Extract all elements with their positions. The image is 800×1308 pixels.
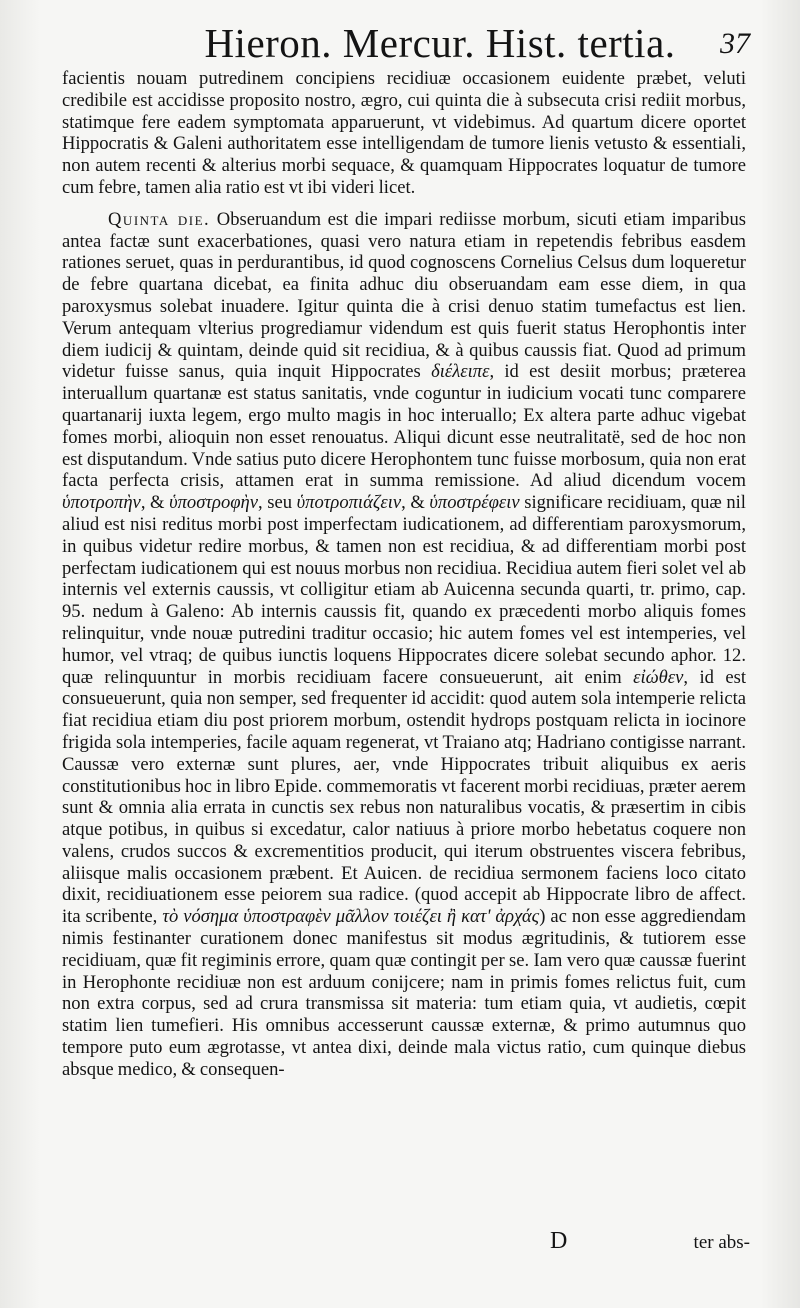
paragraph-2-text: ) ac non esse aggrediendam nimis festinanter curationem donec manifestus sit modus ægritudinis, & tutiorem esse recidiuam, quæ fit regiminis errore, quam quæ contingit per se. Iam vero quæ caussæ fuerint in Herophonte recidiuæ non est arduum conijcere; nam in primis fomes relictus fuit, cum non extra corpus, sed ad crura transmissa sit materia: tum etiam quia, vt audietis, cœpit statim lien tumefieri. His omnibus accesserunt caussæ externæ, & primo autumnus quo tempore puto eum ægrotasse, vt antea dixi, deinde mala victus ratio, cum quinque diebus absque medico, & consequen- — [62, 906, 746, 1080]
running-title: Hieron. Mercur. Hist. tertia. — [204, 20, 676, 66]
paragraph-2-text: , id est consueuerunt, quia non semper, sed frequenter id accidit: quod autem sola intemperie relicta fiat recidiua etiam diu post priorem morbum, ostendit hydrops postquam relicta in iocinore frigida sola intemperies, facile aquam regenerat, vt Traiano atq; Hadriano contigisse narrant. Caussæ vero externæ sunt plures, aer, vnde Hippocrates tribuit aliquibus ex aeris constitutionibus hoc in libro Epide. commemoratis vt facerent morbi recidiuas, præter aerem sunt & omnia alia errata in cunctis sex rebus non naturalibus vocatis, & præsertim in cibis atque potibus, in quibus si excedatur, calor natiuus à priore morbo hebetatus coquere non valens, crudos succos & excrementitios producit, qui iterum obstruentes viscera febribus, aliisque malis occasionem præbent. Et Auicen. de recidiua sermonem faciens loco citato dixit, recidiuationem esse peiorem sua radice. (quod accepit ab Hippocrate libro de affect. ita scribente, — [62, 666, 746, 928]
greek-term: ὑποτροπιάζειν — [296, 492, 402, 514]
text-body — [62, 68, 746, 1081]
paragraph-1: facientis nouam putredinem concipiens recidiuæ occasionem euidente præbet, veluti credibile est accidisse proposito nostro, ægro, cui quinta die à subsecuta crisi rediit morbus, statimque fere eadem symptomata apparuerunt, vt videbimus. Ad quartum dicere oportet Hippocratis & Galeni authoritatem esse intelligendam de tumore lienis vetusto & essentiali, non autem recenti & alterius morbi sequace, & quamquam Hippocrates loquatur de tumore cum febre, tamen alia ratio est vt ibi videri licet. — [62, 68, 746, 198]
greek-term: ὑποτροπὴν — [62, 492, 141, 514]
paragraph-2-text: Obseruandum est die impari rediisse morbum, sicuti etiam imparibus antea factæ sunt exacerbationes, quasi vero natura etiam in repetendis febribus easdem rationes seruet, quas in perdurantibus, id quod cognoscens Cornelius Celsus dum loqueretur de febre quartana dicebat, ea finita adhuc diu obseruandam eam esse diem, in qua paroxysmus solebat inuadere. Igitur quinta die à crisi denuo statim tumefactus est lien. Verum antequam vlterius progrediamur videndum est quis fuerit status Herophontis inter diem iudicij & quintam, deinde quid sit recidiua, & à quibus caussis fiat. Quod ad primum videtur fuisse sanus, quia inquit Hippocrates — [62, 208, 746, 383]
signature-mark: D — [550, 1228, 568, 1254]
paragraph-2: Quinta die. Obseruandum est die impari rediisse morbum, sicuti etiam imparibus antea factæ sunt exacerbationes, quasi vero natura etiam in repetendis febribus easdem rationes seruet, quas in perdurantibus, id quod cognoscens Cornelius Celsus dum loqueretur de febre quartana dicebat, ea finita adhuc diu obseruandam eam esse diem, in qua paroxysmus solebat inuadere. Igitur quinta die à crisi denuo statim tumefactus est lien. Verum antequam vlterius progrediamur videndum est quis fuerit status Herophontis inter diem iudicij & quintam, deinde quid sit recidiua, & à quibus caussis fiat. Quod ad primum videtur fuisse sanus, quia inquit Hippocrates διέλειπε, id est desiit morbus; præterea interuallum quartanæ est status sanitatis, vnde coguntur in iudicium vocati tunc comparere quartanarij iuxta legem, ergo multo magis in hoc interuallo; Ex altera parte adhuc vigebat fomes morbi, alioquin non esset renouatus. Aliqui dicunt esse neutralitatë, sed de hoc non est disputandum. Vnde satius puto dicere Herophontem tunc fuisse morbosum, quia non erat facta perfecta crisis, attamen erat in summa remissione. Ad aliud dicendum vocem ὑποτροπὴν, & ὑποστροφὴν, seu ὑποτροπιάζειν, & ὑποστρέφειν significare recidiuam, quæ nil aliud est nisi reditus morbi post imperfectam iudicationem, ad differentiam paroxysmorum, in quibus videtur redire morbus, & tamen non est recidiua, & ad differentiam morbi post perfectam iudicationem qui est nouus morbus non recidiua. Recidiua autem fieri solet vel ab internis vel externis caussis, vt colligitur etiam ab Auicenna secunda quarti, tr. primo, cap. 95. nedum à Galeno: Ab internis caussis fit, quando ex præcedenti morbo aliquis fomes relinquitur, vnde nouæ putredini traditur occasio; hic autem fomes vel est intemperies, vel humor, vel vtraq; de quibus iunctis loquens Hippocrates dicere solebat secundo aphor. 12. quæ relinquuntur in morbis recidiuam facere consueuerunt, ait enim εἰώθεν, id est consueuerunt, quia non semper, sed frequenter id accidit: quod autem sola intemperie relicta fiat recidiua etiam diu post priorem morbum, ostendit hydrops postquam relicta in iocinore frigida sola intemperies, facile aquam regenerat, vt Traiano atq; Hadriano contigisse narrant. Caussæ vero externæ sunt plures, aer, vnde Hippocrates tribuit aliquibus ex aeris constitutionibus hoc in libro Epide. commemoratis vt facerent morbi recidiuas, præter aerem sunt & omnia alia errata in cunctis sex rebus non naturalibus vocatis, & præsertim in cibis atque potibus, in quibus si excedatur, calor natiuus à priore morbo hebetatus coquere non valens, crudos succos & excrementitios producit, qui iterum obstruentes viscera febribus, aliisque malis occasionem præbent. Et Auicen. de recidiua sermonem faciens loco citato dixit, recidiuationem esse peiorem sua radice. (quod accepit ab Hippocrate libro de affect. ita scribente, τὸ νόσημα ὑποστραφὲν μᾶλλον τοιέζει ἢ κατ' ἀρχάς) ac non esse aggrediendam nimis festinanter curationem donec manifestus sit modus ægritudinis, & tutiorem esse recidiuam, quæ fit regiminis errore, quam quæ contingit per se. Iam vero quæ caussæ fuerint in Herophonte recidiuæ non est arduum conijcere; nam in primis fomes relictus fuit, cum non extra corpus, sed ad crura transmissa sit materia: tum etiam quia, vt audietis, cœpit statim lien tumefieri. His omnibus accesserunt caussæ externæ, & primo autumnus quo tempore puto eum ægrotasse, vt antea dixi, deinde mala victus ratio, cum quinque diebus absque medico, & consequen- — [62, 208, 746, 1080]
greek-term: ὑποστροφὴν — [169, 492, 259, 514]
greek-term: ὑποστρέφειν — [429, 492, 520, 514]
page-footer — [60, 1228, 750, 1268]
paragraph-2-text: , id est desiit morbus; præterea interuallum quartanæ est status sanitatis, vnde coguntur in iudicium vocati tunc comparere quartanarij iuxta legem, ergo multo magis in hoc interuallo; Ex altera parte adhuc vigebat fomes morbi, alioquin non esset renouatus. Aliqui dicunt esse neutralitatë, sed de hoc non est disputandum. Vnde satius puto dicere Herophontem tunc fuisse morbosum, quia non erat facta perfecta crisis, attamen erat in summa remissione. Ad aliud dicendum vocem — [62, 361, 746, 492]
paragraph-2-text: significare recidiuam, quæ nil aliud est nisi reditus morbi post imperfectam iudicationem, ad differentiam paroxysmorum, in quibus videtur redire morbus, & tamen non est recidiua, & ad differentiam morbi post perfectam iudicationem qui est nouus morbus non recidiua. Recidiua autem fieri solet vel ab internis vel externis caussis, vt colligitur etiam ab Auicenna secunda quarti, tr. primo, cap. 95. nedum à Galeno: Ab internis caussis fit, quando ex præcedenti morbo aliquis fomes relinquitur, vnde nouæ putredini traditur occasio; hic autem fomes vel est intemperies, vel humor, vel vtraq; de quibus iunctis loquens Hippocrates dicere solebat secundo aphor. 12. quæ relinquuntur in morbis recidiuam facere consueuerunt, ait enim — [62, 492, 746, 688]
catchword: ter abs- — [693, 1232, 750, 1253]
greek-quote: τὸ νόσημα ὑποστραφὲν μᾶλλον τοιέζει ἢ κατ' ἀρχάς — [162, 906, 540, 928]
section-heading: Quinta die. — [108, 208, 211, 230]
greek-term: εἰώθεν — [633, 666, 684, 688]
greek-term: διέλειπε — [431, 361, 490, 383]
page-number: 37 — [720, 27, 750, 60]
page-header — [60, 18, 750, 68]
